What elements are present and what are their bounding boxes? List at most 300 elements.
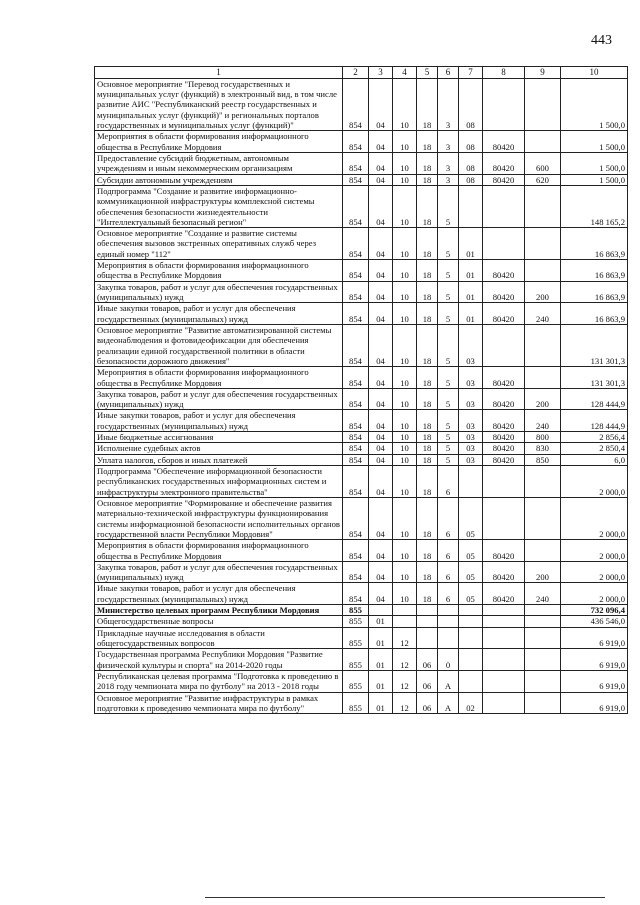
code-cell: А [438,692,459,714]
code-cell [483,466,525,498]
code-cell: 04 [369,540,393,562]
row-name-cell: Уплата налогов, сборов и иных платежей [95,454,343,465]
code-cell: 08 [459,152,483,174]
code-cell: 18 [417,152,438,174]
amount-cell: 2 000,0 [561,466,628,498]
amount-cell: 16 863,9 [561,281,628,303]
amount-cell: 6 919,0 [561,692,628,714]
code-cell: 854 [343,260,369,282]
column-header: 4 [393,67,417,79]
code-cell: 800 [525,432,561,443]
code-cell: 10 [393,228,417,260]
code-cell: 3 [438,131,459,153]
code-cell: 01 [459,303,483,325]
code-cell: 6 [438,497,459,539]
table-row [95,303,628,325]
code-cell: 18 [417,388,438,410]
table-row [95,616,628,627]
code-cell: 6 [438,466,459,498]
code-cell [525,540,561,562]
table-row [95,605,628,616]
code-cell: 854 [343,561,369,583]
code-cell: 5 [438,410,459,432]
code-cell: 18 [417,303,438,325]
code-cell: 10 [393,454,417,465]
code-cell: 80420 [483,454,525,465]
code-cell: 10 [393,367,417,389]
amount-cell: 16 863,9 [561,228,628,260]
code-cell: 03 [459,388,483,410]
code-cell: 5 [438,432,459,443]
code-cell: 3 [438,174,459,185]
row-name-cell: Общегосударственные вопросы [95,616,343,627]
code-cell [525,78,561,131]
code-cell: 04 [369,388,393,410]
code-cell: 3 [438,78,459,131]
table-row [95,152,628,174]
code-cell: 200 [525,281,561,303]
code-cell [417,605,438,616]
code-cell: 80420 [483,443,525,454]
code-cell: 5 [438,303,459,325]
page-number: 443 [591,33,612,48]
code-cell: 5 [438,228,459,260]
code-cell: 04 [369,367,393,389]
code-cell: 80420 [483,432,525,443]
code-cell [525,131,561,153]
code-cell [525,605,561,616]
code-cell [459,466,483,498]
code-cell: 854 [343,497,369,539]
column-header: 6 [438,67,459,79]
code-cell: 05 [459,583,483,605]
amount-cell: 6 919,0 [561,649,628,671]
code-cell: 855 [343,605,369,616]
code-cell [438,616,459,627]
code-cell: 12 [393,627,417,649]
code-cell: 01 [459,228,483,260]
code-cell: 04 [369,174,393,185]
row-name-cell: Мероприятия в области формирования информационного общества в Республике Мордовия [95,540,343,562]
code-cell: 18 [417,466,438,498]
code-cell: 10 [393,443,417,454]
code-cell: 08 [459,131,483,153]
row-name-cell: Исполнение судебных актов [95,443,343,454]
table-row [95,670,628,692]
code-cell: 5 [438,388,459,410]
code-cell [483,78,525,131]
code-cell: 18 [417,540,438,562]
code-cell: 6 [438,540,459,562]
amount-cell: 2 000,0 [561,497,628,539]
code-cell: 5 [438,185,459,227]
code-cell: 0 [438,649,459,671]
code-cell: 10 [393,152,417,174]
code-cell: 80420 [483,260,525,282]
row-name-cell: Государственная программа Республики Мордовия "Развитие физической культуры и спорта" на 2014-2020 годы [95,649,343,671]
code-cell: 5 [438,367,459,389]
table-row [95,131,628,153]
code-cell [438,605,459,616]
code-cell [525,616,561,627]
code-cell: 10 [393,281,417,303]
code-cell: 855 [343,649,369,671]
amount-cell: 2 850,4 [561,443,628,454]
code-cell: 12 [393,670,417,692]
code-cell: 04 [369,78,393,131]
code-cell: 06 [417,692,438,714]
row-name-cell: Субсидии автономным учреждениям [95,174,343,185]
row-name-cell: Иные закупки товаров, работ и услуг для обеспечения государственных (муниципальных) нужд [95,410,343,432]
code-cell: 5 [438,454,459,465]
column-header: 8 [483,67,525,79]
code-cell [525,324,561,366]
code-cell: 855 [343,670,369,692]
amount-cell: 6 919,0 [561,670,628,692]
code-cell: 10 [393,466,417,498]
table-header-row [95,67,628,79]
code-cell [483,670,525,692]
code-cell: 200 [525,561,561,583]
code-cell: 854 [343,185,369,227]
code-cell: 06 [417,649,438,671]
table-row [95,497,628,539]
code-cell: 854 [343,131,369,153]
code-cell: 240 [525,303,561,325]
row-name-cell: Предоставление субсидий бюджетным, автономным учреждениям и иным некоммерческим организациям [95,152,343,174]
row-name-cell: Мероприятия в области формирования информационного общества в Республике Мордовия [95,131,343,153]
code-cell: 10 [393,185,417,227]
code-cell: 855 [343,627,369,649]
code-cell: 5 [438,443,459,454]
table-row [95,692,628,714]
code-cell [483,324,525,366]
code-cell: 10 [393,432,417,443]
table-row [95,388,628,410]
code-cell: 80420 [483,131,525,153]
code-cell: 6 [438,561,459,583]
amount-cell: 1 500,0 [561,78,628,131]
code-cell [417,627,438,649]
code-cell: 80420 [483,583,525,605]
code-cell: 12 [393,692,417,714]
code-cell: 03 [459,324,483,366]
code-cell: 18 [417,228,438,260]
amount-cell: 436 546,0 [561,616,628,627]
table-row [95,649,628,671]
code-cell: 04 [369,131,393,153]
code-cell [438,627,459,649]
table-row [95,627,628,649]
code-cell: 08 [459,174,483,185]
code-cell: 04 [369,466,393,498]
row-name-cell: Основное мероприятие "Развитие автоматизированной системы видеонаблюдения и фотовидеофиксации для обеспечения реализации единой государственной политики в области безопасности дорожного движения" [95,324,343,366]
row-name-cell: Прикладные научные исследования в области общегосударственных вопросов [95,627,343,649]
code-cell [525,185,561,227]
code-cell: 80420 [483,281,525,303]
code-cell [459,185,483,227]
table-row [95,324,628,366]
column-header: 3 [369,67,393,79]
code-cell: А [438,670,459,692]
code-cell: 18 [417,260,438,282]
code-cell: 10 [393,583,417,605]
table-row [95,185,628,227]
column-header: 7 [459,67,483,79]
code-cell: 854 [343,281,369,303]
code-cell: 854 [343,410,369,432]
code-cell: 5 [438,281,459,303]
code-cell: 03 [459,410,483,432]
table-row [95,443,628,454]
row-name-cell: Подпрограмма "Обеспечение информационной безопасности республиканских государственных информационных систем и инфраструктуры электронного правительства" [95,466,343,498]
budget-table [94,66,628,714]
code-cell: 6 [438,583,459,605]
code-cell: 04 [369,410,393,432]
row-name-cell: Республиканская целевая программа "Подготовка к проведению в 2018 году чемпионата мира по футболу" на 2013 - 2018 годы [95,670,343,692]
code-cell: 80420 [483,540,525,562]
code-cell: 854 [343,432,369,443]
code-cell: 854 [343,303,369,325]
code-cell [417,616,438,627]
row-name-cell: Закупка товаров, работ и услуг для обеспечения государственных (муниципальных) нужд [95,281,343,303]
amount-cell: 1 500,0 [561,131,628,153]
amount-cell: 131 301,3 [561,367,628,389]
code-cell: 10 [393,303,417,325]
code-cell [483,616,525,627]
code-cell: 01 [369,649,393,671]
table-row [95,281,628,303]
code-cell: 830 [525,443,561,454]
code-cell: 18 [417,367,438,389]
code-cell [483,228,525,260]
row-name-cell: Мероприятия в области формирования информационного общества в Республике Мордовия [95,260,343,282]
amount-cell: 128 444,9 [561,410,628,432]
amount-cell: 2 000,0 [561,561,628,583]
code-cell: 80420 [483,303,525,325]
code-cell: 18 [417,583,438,605]
code-cell: 18 [417,324,438,366]
column-header: 9 [525,67,561,79]
code-cell: 04 [369,303,393,325]
code-cell: 18 [417,174,438,185]
code-cell [369,605,393,616]
code-cell: 10 [393,497,417,539]
code-cell: 855 [343,616,369,627]
code-cell [459,605,483,616]
code-cell: 04 [369,583,393,605]
code-cell: 02 [459,692,483,714]
code-cell: 18 [417,432,438,443]
code-cell: 10 [393,260,417,282]
code-cell: 854 [343,540,369,562]
code-cell: 04 [369,324,393,366]
row-name-cell: Иные бюджетные ассигнования [95,432,343,443]
table-row [95,78,628,131]
code-cell: 10 [393,78,417,131]
table-row [95,228,628,260]
amount-cell: 2 856,4 [561,432,628,443]
row-name-cell: Основное мероприятие "Перевод государственных и муниципальных услуг (функций) в электронный вид, в том числе развитие АИС "Республиканский реестр государственных и муниципальных услуг (функций)" и региональных порталов государственных и муниципальных услуг (функций)" [95,78,343,131]
code-cell: 06 [417,670,438,692]
amount-cell: 131 301,3 [561,324,628,366]
code-cell [525,649,561,671]
column-header: 1 [95,67,343,79]
amount-cell: 6,0 [561,454,628,465]
code-cell: 18 [417,281,438,303]
code-cell: 854 [343,443,369,454]
code-cell: 18 [417,78,438,131]
code-cell: 04 [369,281,393,303]
code-cell: 18 [417,443,438,454]
code-cell [525,627,561,649]
code-cell [459,649,483,671]
code-cell: 01 [459,281,483,303]
code-cell: 80420 [483,152,525,174]
code-cell: 08 [459,78,483,131]
code-cell: 18 [417,131,438,153]
code-cell: 03 [459,443,483,454]
code-cell: 10 [393,410,417,432]
code-cell [525,367,561,389]
code-cell: 18 [417,410,438,432]
code-cell: 04 [369,432,393,443]
column-header: 10 [561,67,628,79]
code-cell: 18 [417,185,438,227]
table-row [95,260,628,282]
amount-cell: 6 919,0 [561,627,628,649]
table-row [95,561,628,583]
code-cell: 80420 [483,410,525,432]
row-name-cell: Закупка товаров, работ и услуг для обеспечения государственных (муниципальных) нужд [95,388,343,410]
code-cell: 10 [393,174,417,185]
amount-cell: 16 863,9 [561,303,628,325]
code-cell [393,605,417,616]
code-cell [483,627,525,649]
table-row [95,174,628,185]
code-cell: 854 [343,152,369,174]
code-cell: 850 [525,454,561,465]
table-row [95,466,628,498]
code-cell: 855 [343,692,369,714]
code-cell: 240 [525,410,561,432]
code-cell: 03 [459,432,483,443]
table-row [95,583,628,605]
row-name-cell: Закупка товаров, работ и услуг для обеспечения государственных (муниципальных) нужд [95,561,343,583]
code-cell: 03 [459,454,483,465]
code-cell: 01 [369,627,393,649]
code-cell: 10 [393,131,417,153]
code-cell: 05 [459,540,483,562]
amount-cell: 1 500,0 [561,152,628,174]
code-cell: 10 [393,388,417,410]
table-row [95,410,628,432]
amount-cell: 128 444,9 [561,388,628,410]
code-cell: 04 [369,561,393,583]
code-cell: 12 [393,649,417,671]
amount-cell: 1 500,0 [561,174,628,185]
row-name-cell: Основное мероприятие "Развитие инфраструктуры в рамках подготовки к проведению чемпионата мира по футболу" [95,692,343,714]
code-cell: 854 [343,388,369,410]
code-cell: 854 [343,324,369,366]
code-cell [525,466,561,498]
row-name-cell: Мероприятия в области формирования информационного общества в Республике Мордовия [95,367,343,389]
code-cell: 600 [525,152,561,174]
code-cell: 10 [393,561,417,583]
code-cell: 01 [369,670,393,692]
code-cell [483,605,525,616]
code-cell: 10 [393,324,417,366]
amount-cell: 2 000,0 [561,583,628,605]
code-cell: 80420 [483,367,525,389]
code-cell: 80420 [483,174,525,185]
code-cell: 05 [459,561,483,583]
row-name-cell: Основное мероприятие "Формирование и обеспечение развития материально-технической инфраструктуры функционирования системы информационной безопасности исполнительных органов государственной власти Республики Мордовия" [95,497,343,539]
code-cell: 80420 [483,388,525,410]
code-cell [483,497,525,539]
amount-cell: 16 863,9 [561,260,628,282]
code-cell: 620 [525,174,561,185]
code-cell: 80420 [483,561,525,583]
code-cell: 04 [369,185,393,227]
row-name-cell: Иные закупки товаров, работ и услуг для обеспечения государственных (муниципальных) нужд [95,583,343,605]
column-header: 2 [343,67,369,79]
code-cell: 854 [343,174,369,185]
code-cell: 854 [343,466,369,498]
code-cell: 05 [459,497,483,539]
code-cell: 854 [343,228,369,260]
code-cell [525,670,561,692]
code-cell: 03 [459,367,483,389]
code-cell [483,692,525,714]
code-cell [483,185,525,227]
code-cell: 18 [417,497,438,539]
code-cell: 854 [343,454,369,465]
code-cell: 5 [438,324,459,366]
code-cell [525,497,561,539]
code-cell: 854 [343,583,369,605]
code-cell: 01 [369,692,393,714]
code-cell [393,616,417,627]
footer-rule [205,897,605,898]
code-cell [459,670,483,692]
table-row [95,454,628,465]
code-cell: 5 [438,260,459,282]
code-cell: 04 [369,454,393,465]
code-cell [459,627,483,649]
code-cell: 854 [343,367,369,389]
code-cell: 854 [343,78,369,131]
code-cell: 04 [369,443,393,454]
amount-cell: 732 096,4 [561,605,628,616]
amount-cell: 2 000,0 [561,540,628,562]
code-cell: 04 [369,497,393,539]
row-name-cell: Подпрограмма "Создание и развитие информационно-коммуникационной инфраструктуры комплексной системы обеспечения безопасности жизнедеятельности "Интеллектуальный безопасный регион" [95,185,343,227]
table-row [95,367,628,389]
code-cell: 04 [369,152,393,174]
code-cell: 10 [393,540,417,562]
code-cell: 3 [438,152,459,174]
code-cell: 01 [369,616,393,627]
code-cell [459,616,483,627]
code-cell: 18 [417,454,438,465]
row-name-cell: Министерство целевых программ Республики Мордовия [95,605,343,616]
code-cell: 200 [525,388,561,410]
code-cell [525,692,561,714]
code-cell: 01 [459,260,483,282]
table-row [95,432,628,443]
code-cell [483,649,525,671]
